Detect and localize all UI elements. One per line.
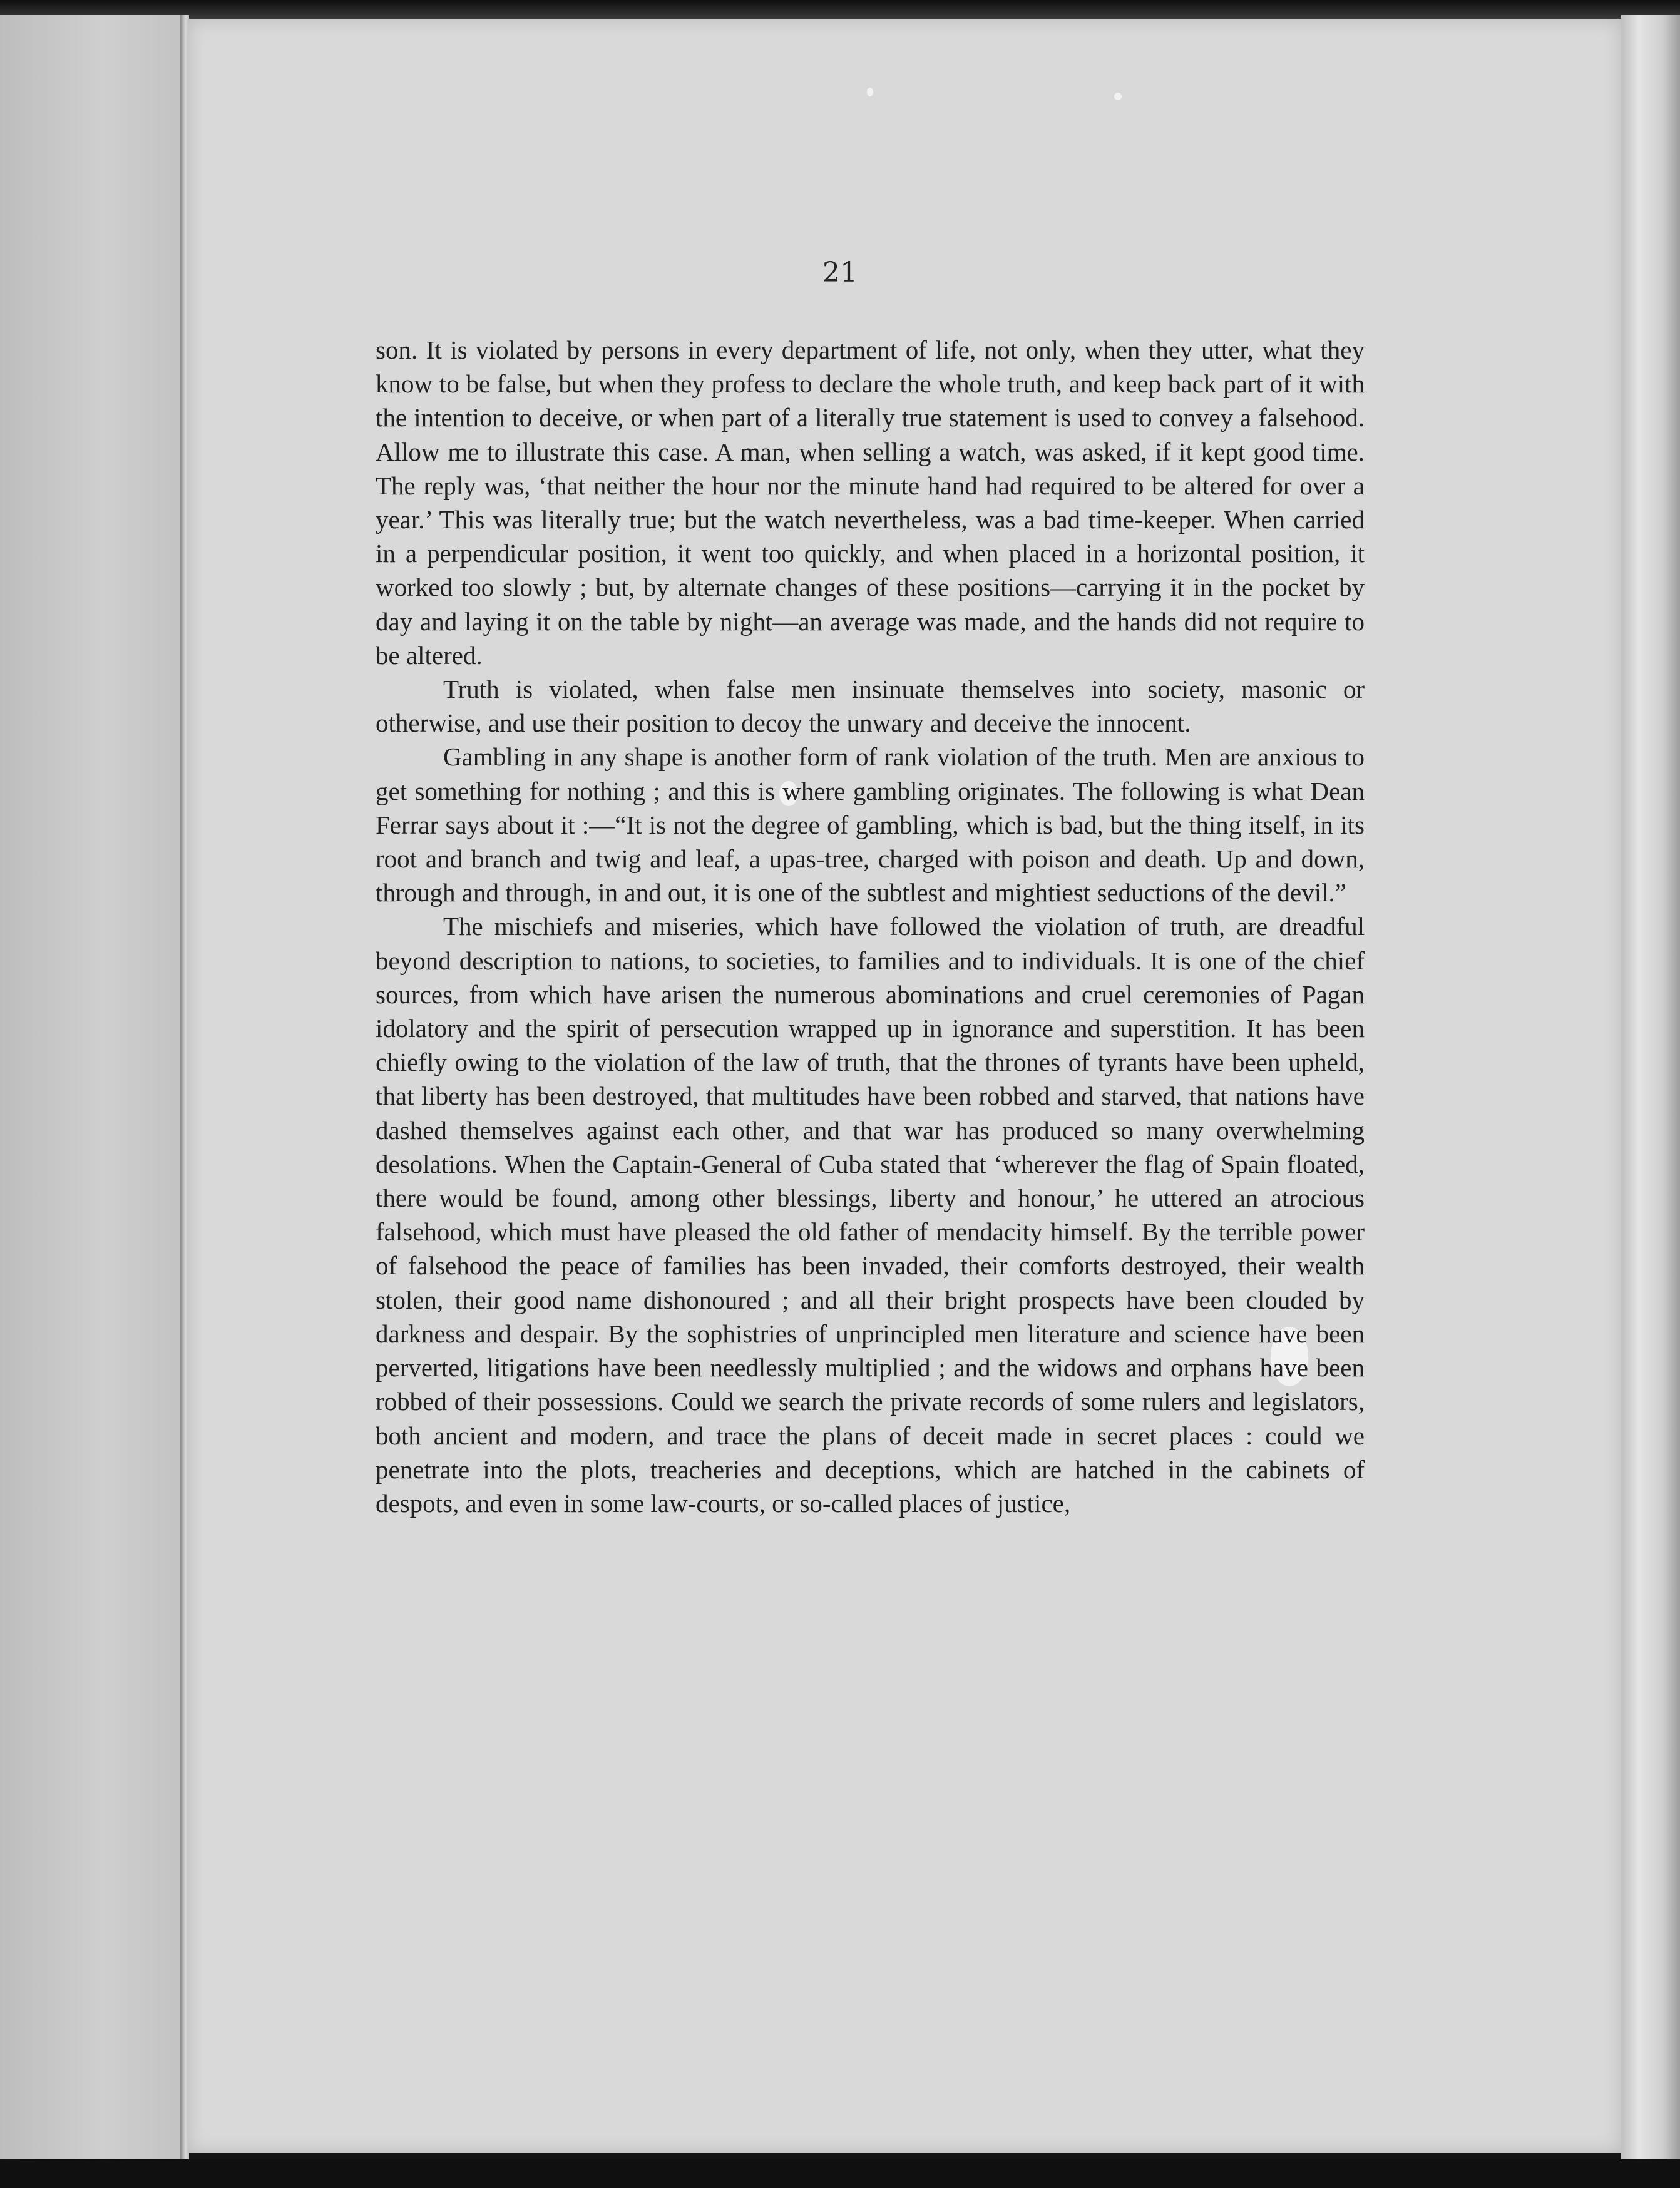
body-text bbox=[376, 333, 1365, 1520]
paper-speck bbox=[1114, 93, 1122, 100]
top-scan-border bbox=[0, 0, 1680, 19]
paragraph: Gambling in any shape is another form of rank violation of the truth. Men are anxious to get something for nothing ; and this is where gambling originates. The following is what Dean Ferrar says about it :—“It is not the degree of gambling, which is bad, but the thing itself, in its root and branch and twig and leaf, a upas-tree, charged with poison and death. Up and down, through and through, in and out, it is one of the subtlest and mightiest seductions of the devil.” bbox=[376, 742, 1365, 907]
page-edge bbox=[1621, 15, 1680, 2162]
paragraph: The mischiefs and miseries, which have followed the violation of truth, are dreadful beyond description to nations, to societies, to families and to individuals. It is one of the chief sources, from which have arisen the numerous abominations and cruel ceremonies of Pagan idolatory and the spirit of persecution wrapped up in ignorance and superstition. It has been chiefly owing to the violation of the law of truth, that the thrones of tyrants have been upheld, that liberty has been destroyed, that multitudes have been robbed and starved, that nations have dashed themselves against each other, and that war has produced so many overwhelming desolations. When the Captain-General of Cuba stated that ‘wherever the flag of Spain floated, there would be found, among other blessings, liberty and honour,’ he uttered an atrocious falsehood, which must have pleased the old father of mendacity himself. By the terrible power of falsehood the peace of families has been invaded, their comforts destroyed, their wealth stolen, their good name dishonoured ; and all their bright prospects have been clouded by darkness and despair. By the sophistries of unprincipled men literature and science have been perverted, litigations have been needlessly multiplied ; and the widows and orphans have been robbed of their possessions. Could we search the private records of some rulers and legislators, both ancient and modern, and trace the plans of deceit made in secret places : could we penetrate into the plots, treacheries and deceptions, which are hatched in the cabinets of despots, and even in some law-courts, or so-called places of justice, bbox=[376, 912, 1365, 1518]
bottom-scan-border bbox=[0, 2159, 1680, 2188]
page-number: 21 bbox=[822, 257, 858, 289]
paper-speck bbox=[867, 88, 873, 96]
paragraph: son. It is violated by persons in every department of life, not only, when they utter, what they know to be false, but when they profess to declare the whole truth, and keep back part of it with the intention to deceive, or when part of a literally true statement is used to convey a falsehood. Allow me to illustrate this case. A man, when selling a watch, was asked, if it kept good time. The reply was, ‘that neither the hour nor the minute hand had required to be altered for over a year.’ This was literally true; but the watch nevertheless, was a bad time-keeper. When carried in a perpendicular position, it went too quickly, and when placed in a horizontal position, it worked too slowly ; but, by alternate changes of these positions—carrying it in the pocket by day and laying it on the table by night—an average was made, and the hands did not require to be altered. bbox=[376, 335, 1365, 670]
paragraph: Truth is violated, when false men insinuate themselves into society, masonic or otherwise, and use their position to decoy the unwary and deceive the innocent. bbox=[376, 675, 1365, 738]
facing-page-margin bbox=[0, 15, 188, 2162]
